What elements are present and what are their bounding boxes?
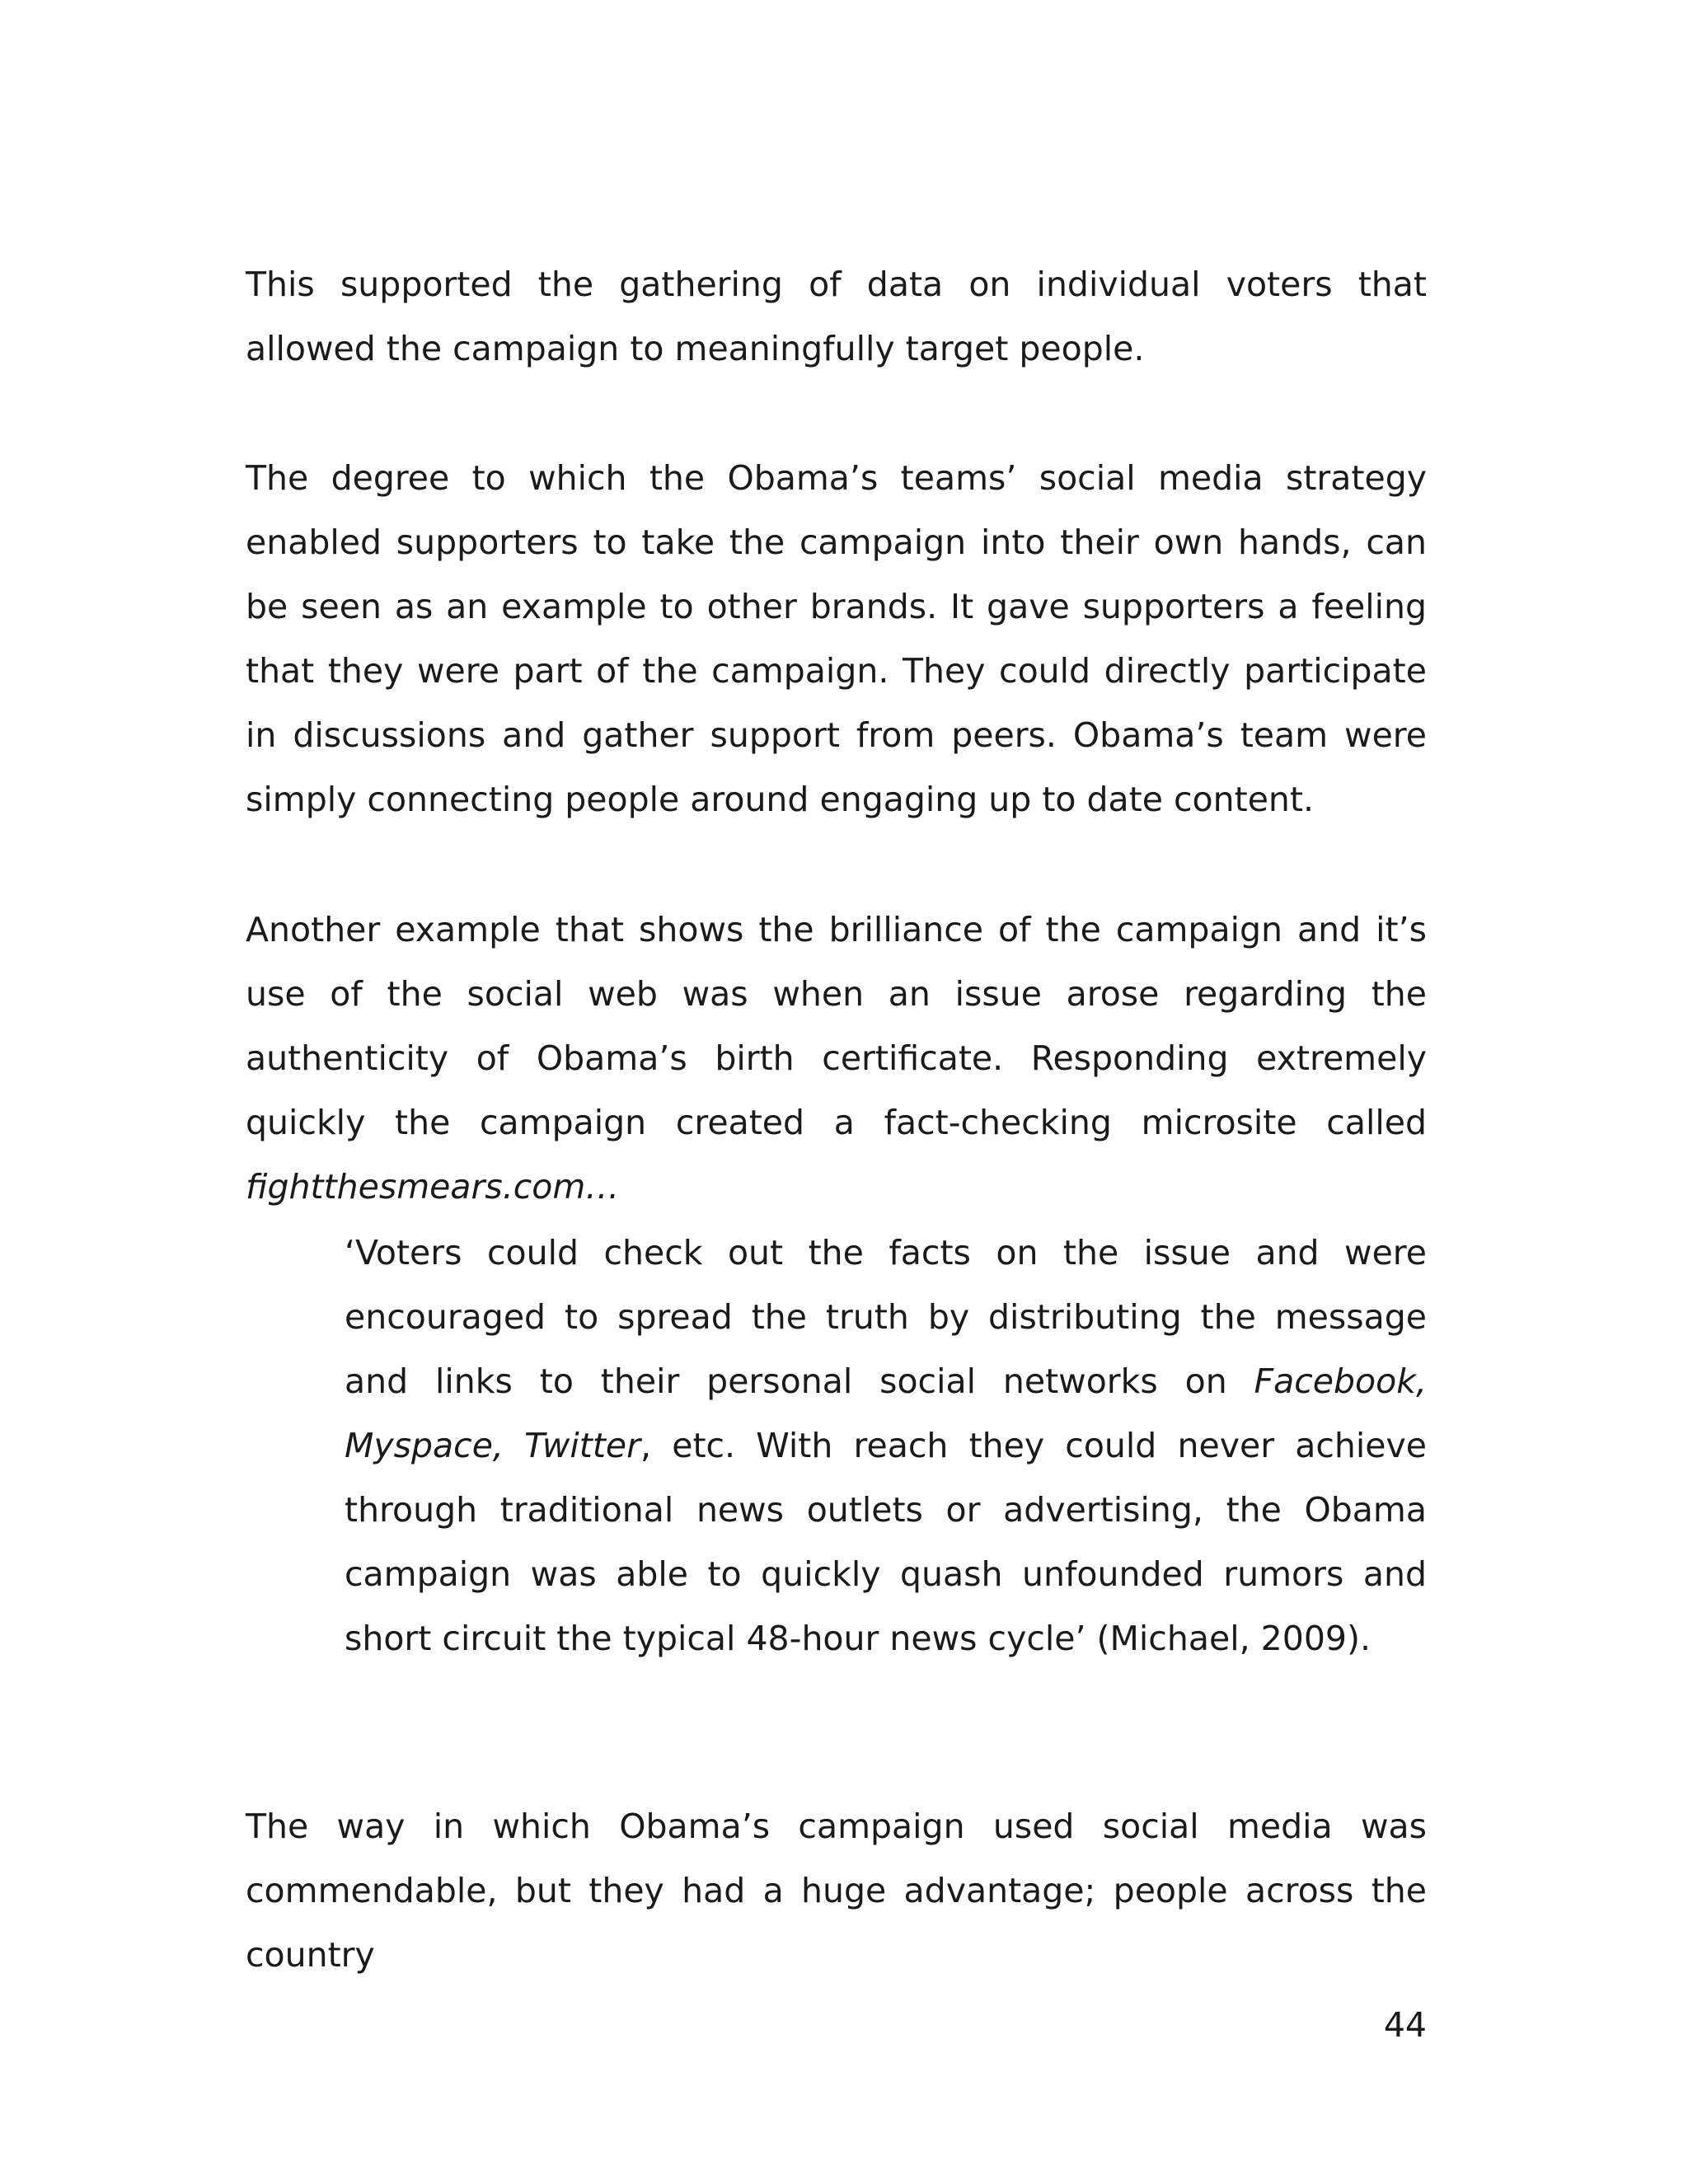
block-quote — [345, 1221, 1427, 1671]
quote-text: ‘Voters could check out the facts on the issue and were encouraged to spread the truth by distributing the message and links to their personal social networks on — [345, 1233, 1427, 1401]
paragraph-text: Another example that shows the brilliance of the campaign and it’s use of the social web was when an issue arose regarding the authenticity of Obama’s birth certificate. Responding extremely quickly the campaign created a fact-checking microsite called — [246, 910, 1427, 1142]
social-networks-list: Facebook, Myspace, Twitter — [345, 1361, 1427, 1465]
paragraph-social-media-strategy: The degree to which the Obama’s teams’ social media strategy enabled supporters to take the campaign into their own hands, can be seen as an example to other brands. It gave supporters a feeling that they were part of the campaign. They could directly participate in discussions and gather support from peers. Obama’s team were simply connecting people around engaging up to date content. — [246, 458, 1427, 819]
paragraph-data-gathering: This supported the gathering of data on individual voters that allowed the campaign to meaningfully target people. — [246, 265, 1427, 368]
paragraph-birth-certificate — [246, 898, 1427, 1219]
microsite-name: fightthesmears.com… — [246, 1167, 620, 1207]
quote-text-continued: , etc. With reach they could never achieve through traditional news outlets or advertising, the Obama campaign was able to quickly quash unfounded rumors and short circuit the typical 48-hour news cycle’ (Michael, 2009). — [345, 1426, 1428, 1658]
paragraph-commendable: The way in which Obama’s campaign used social media was commendable, but they had a huge advantage; people across the country — [246, 1807, 1427, 1975]
page-number: 44 — [1383, 2005, 1427, 2045]
